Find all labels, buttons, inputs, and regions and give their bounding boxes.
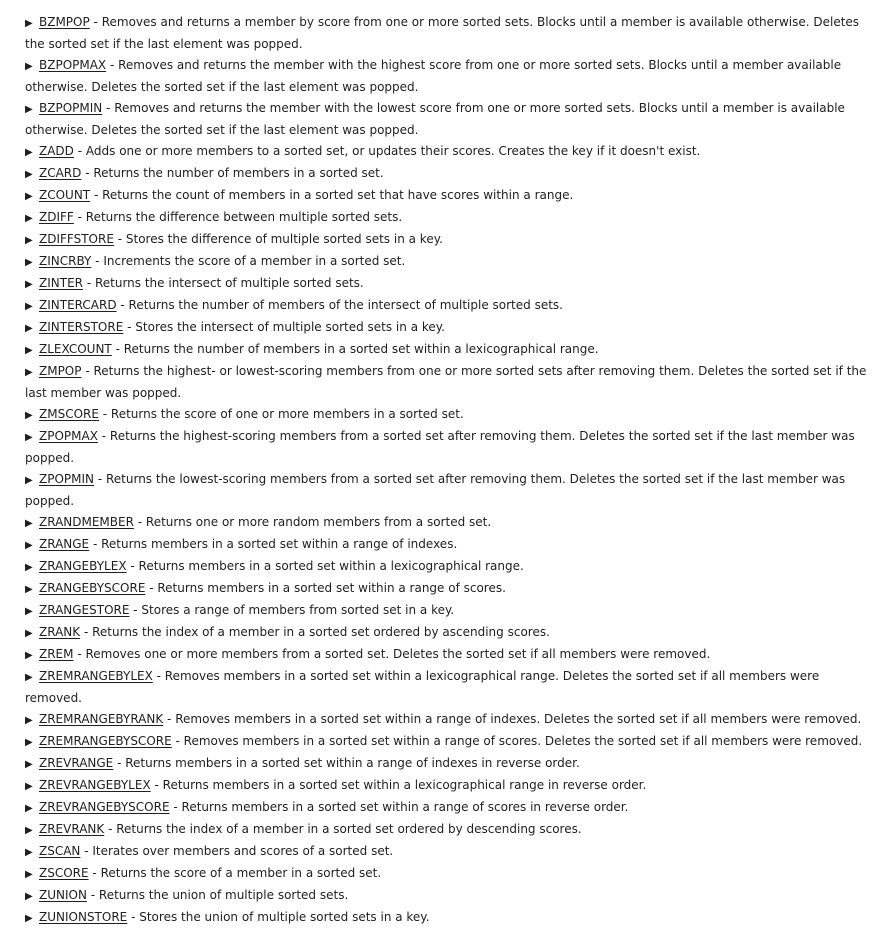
- list-item: [25, 163, 870, 185]
- list-item: [25, 709, 870, 731]
- command-description: Returns the number of members in a sorted set within a lexicographical range.: [123, 342, 599, 356]
- expand-arrow-icon[interactable]: ▶: [25, 606, 33, 617]
- command-description: Removes members in a sorted set within a range of scores. Deletes the sorted set if all members were removed.: [183, 734, 863, 748]
- command-link[interactable]: ZCOUNT: [39, 188, 91, 202]
- separator: -: [81, 166, 94, 180]
- list-item: [25, 775, 870, 797]
- command-link[interactable]: ZADD: [39, 144, 74, 158]
- command-description: Returns the score of one or more members in a sorted set.: [110, 407, 464, 421]
- command-link[interactable]: ZRANGEBYSCORE: [39, 581, 146, 595]
- expand-arrow-icon[interactable]: ▶: [25, 562, 33, 573]
- command-link[interactable]: ZREVRANK: [39, 822, 105, 836]
- command-link[interactable]: BZMPOP: [39, 15, 90, 29]
- command-description: Returns members in a sorted set within a range of scores.: [157, 581, 506, 595]
- list-item: [25, 55, 870, 98]
- separator: -: [113, 756, 126, 770]
- command-link[interactable]: ZSCAN: [39, 844, 81, 858]
- list-item: [25, 12, 870, 55]
- separator: -: [89, 15, 102, 29]
- separator: -: [83, 276, 95, 290]
- command-description: Iterates over members and scores of a sorted set.: [92, 844, 394, 858]
- list-item: [25, 556, 870, 578]
- command-description: Removes and returns a member by score from one or more sorted sets. Blocks until a member is available otherwise. Deletes the sorted set if the last element was popped.: [25, 15, 860, 51]
- list-item: [25, 339, 870, 361]
- expand-arrow-icon[interactable]: ▶: [25, 650, 33, 661]
- command-description: Removes and returns the member with the highest score from one or more sorted sets. Blocks until a member available otherwise. Deletes the sorted set if the last element was popped.: [25, 58, 842, 94]
- list-item: [25, 666, 870, 709]
- command-description: Returns the number of members in a sorted set.: [93, 166, 384, 180]
- expand-arrow-icon[interactable]: ▶: [25, 672, 33, 683]
- expand-arrow-icon[interactable]: ▶: [25, 432, 33, 443]
- list-item: [25, 534, 870, 556]
- list-item: [25, 907, 870, 929]
- separator: -: [86, 888, 99, 902]
- command-description: Returns members in a sorted set within a range of scores in reverse order.: [181, 800, 629, 814]
- list-item: [25, 819, 870, 841]
- expand-arrow-icon[interactable]: ▶: [25, 191, 33, 202]
- command-description: Returns members in a sorted set within a lexicographical range.: [138, 559, 524, 573]
- command-description: Removes members in a sorted set within a range of indexes. Deletes the sorted set if all members were removed.: [175, 712, 862, 726]
- command-list: [25, 12, 870, 929]
- separator: -: [91, 254, 104, 268]
- expand-arrow-icon[interactable]: ▶: [25, 18, 33, 29]
- command-description: Returns the index of a member in a sorted set ordered by descending scores.: [116, 822, 582, 836]
- list-item: [25, 426, 870, 469]
- expand-arrow-icon[interactable]: ▶: [25, 104, 33, 115]
- command-link[interactable]: ZUNION: [39, 888, 87, 902]
- separator: -: [80, 844, 93, 858]
- list-item: [25, 885, 870, 907]
- separator: -: [127, 910, 140, 924]
- list-item: [25, 207, 870, 229]
- expand-arrow-icon[interactable]: ▶: [25, 235, 33, 246]
- command-link[interactable]: ZUNIONSTORE: [39, 910, 128, 924]
- separator: -: [104, 822, 117, 836]
- command-description: Returns members in a sorted set within a lexicographical range in reverse order.: [162, 778, 647, 792]
- expand-arrow-icon[interactable]: ▶: [25, 410, 33, 421]
- list-item: [25, 469, 870, 512]
- command-link[interactable]: ZLEXCOUNT: [39, 342, 112, 356]
- list-item: [25, 361, 870, 404]
- separator: -: [73, 144, 86, 158]
- separator: -: [94, 472, 106, 486]
- expand-arrow-icon[interactable]: ▶: [25, 628, 33, 639]
- list-item: [25, 753, 870, 775]
- expand-arrow-icon[interactable]: ▶: [25, 847, 33, 858]
- command-description: Removes members in a sorted set within a lexicographical range. Deletes the sorted set if all members were removed.: [25, 669, 820, 705]
- command-link[interactable]: ZRANGEBYLEX: [39, 559, 127, 573]
- command-description: Stores a range of members from sorted set in a key.: [141, 603, 455, 617]
- command-link[interactable]: ZDIFFSTORE: [39, 232, 114, 246]
- separator: -: [169, 800, 182, 814]
- separator: -: [80, 625, 93, 639]
- separator: -: [111, 342, 124, 356]
- command-link[interactable]: ZRANDMEMBER: [39, 515, 134, 529]
- expand-arrow-icon[interactable]: ▶: [25, 891, 33, 902]
- command-description: Returns the lowest-scoring members from a sorted set after removing them. Deletes the sorted set if the last member was popped.: [25, 472, 846, 508]
- separator: -: [116, 298, 129, 312]
- command-description: Stores the union of multiple sorted sets in a key.: [139, 910, 430, 924]
- separator: -: [126, 559, 139, 573]
- separator: -: [88, 866, 101, 880]
- command-description: Returns the highest- or lowest-scoring members from one or more sorted sets after removing them. Deletes the sorted set if the last member was popped.: [25, 364, 867, 400]
- list-item: [25, 185, 870, 207]
- expand-arrow-icon[interactable]: ▶: [25, 213, 33, 224]
- expand-arrow-icon[interactable]: ▶: [25, 323, 33, 334]
- command-description: Adds one or more members to a sorted set, or updates their scores. Creates the key if it doesn't exist.: [85, 144, 701, 158]
- command-link[interactable]: ZREVRANGEBYSCORE: [39, 800, 170, 814]
- command-description: Stores the intersect of multiple sorted sets in a key.: [135, 320, 445, 334]
- separator: -: [145, 581, 158, 595]
- list-item: [25, 731, 870, 753]
- expand-arrow-icon[interactable]: ▶: [25, 759, 33, 770]
- expand-arrow-icon[interactable]: ▶: [25, 584, 33, 595]
- list-item: [25, 512, 870, 534]
- command-description: Returns members in a sorted set within a range of indexes in reverse order.: [125, 756, 580, 770]
- list-item: [25, 600, 870, 622]
- list-item: [25, 841, 870, 863]
- list-item: [25, 578, 870, 600]
- command-link[interactable]: ZREMRANGEBYSCORE: [39, 734, 172, 748]
- expand-arrow-icon[interactable]: ▶: [25, 825, 33, 836]
- expand-arrow-icon[interactable]: ▶: [25, 715, 33, 726]
- list-item: [25, 644, 870, 666]
- command-link[interactable]: ZREMRANGEBYLEX: [39, 669, 153, 683]
- expand-arrow-icon[interactable]: ▶: [25, 913, 33, 924]
- expand-arrow-icon[interactable]: ▶: [25, 301, 33, 312]
- separator: -: [113, 232, 126, 246]
- command-description: Removes one or more members from a sorted set. Deletes the sorted set if all members were removed.: [85, 647, 711, 661]
- separator: -: [97, 429, 110, 443]
- command-description: Returns the intersect of multiple sorted sets.: [94, 276, 364, 290]
- command-link[interactable]: ZMPOP: [39, 364, 82, 378]
- list-item: [25, 863, 870, 885]
- separator: -: [102, 101, 115, 115]
- list-item: [25, 622, 870, 644]
- list-item: [25, 404, 870, 426]
- expand-arrow-icon[interactable]: ▶: [25, 257, 33, 268]
- command-description: Stores the difference of multiple sorted sets in a key.: [125, 232, 443, 246]
- separator: -: [81, 364, 94, 378]
- command-link[interactable]: ZRANGE: [39, 537, 90, 551]
- command-link[interactable]: ZINTER: [39, 276, 83, 290]
- list-item: [25, 141, 870, 163]
- command-link[interactable]: ZDIFF: [39, 210, 74, 224]
- expand-arrow-icon[interactable]: ▶: [25, 803, 33, 814]
- command-description: Returns the highest-scoring members from a sorted set after removing them. Deletes the sorted set if the last member was popped.: [25, 429, 855, 465]
- expand-arrow-icon[interactable]: ▶: [25, 518, 33, 529]
- command-link[interactable]: ZRANGESTORE: [39, 603, 130, 617]
- separator: -: [133, 515, 146, 529]
- command-link[interactable]: ZREVRANGE: [39, 756, 114, 770]
- command-description: Returns the difference between multiple sorted sets.: [85, 210, 403, 224]
- expand-arrow-icon[interactable]: ▶: [25, 61, 33, 72]
- separator: -: [73, 647, 86, 661]
- separator: -: [89, 537, 102, 551]
- command-description: Increments the score of a member in a sorted set.: [103, 254, 406, 268]
- expand-arrow-icon[interactable]: ▶: [25, 279, 33, 290]
- separator: -: [123, 320, 136, 334]
- expand-arrow-icon[interactable]: ▶: [25, 540, 33, 551]
- expand-arrow-icon[interactable]: ▶: [25, 475, 33, 486]
- command-description: Returns the score of a member in a sorted set.: [100, 866, 382, 880]
- command-description: Returns the union of multiple sorted sets.: [98, 888, 349, 902]
- list-item: [25, 229, 870, 251]
- expand-arrow-icon[interactable]: ▶: [25, 869, 33, 880]
- separator: -: [129, 603, 142, 617]
- expand-arrow-icon[interactable]: ▶: [25, 345, 33, 356]
- separator: -: [98, 407, 111, 421]
- list-item: [25, 295, 870, 317]
- command-link[interactable]: ZREVRANGEBYLEX: [39, 778, 151, 792]
- expand-arrow-icon[interactable]: ▶: [25, 781, 33, 792]
- separator: -: [171, 734, 184, 748]
- command-description: Removes and returns the member with the lowest score from one or more sorted sets. Blocks until a member is available otherwise. Deletes the sorted set if the last element was popped.: [25, 101, 845, 137]
- command-description: Returns the count of members in a sorted set that have scores within a range.: [102, 188, 574, 202]
- command-link[interactable]: ZCARD: [39, 166, 82, 180]
- expand-arrow-icon[interactable]: ▶: [25, 737, 33, 748]
- command-link[interactable]: ZINTERSTORE: [39, 320, 124, 334]
- command-description: Returns members in a sorted set within a range of indexes.: [101, 537, 458, 551]
- list-item: [25, 273, 870, 295]
- command-description: Returns the index of a member in a sorted set ordered by ascending scores.: [92, 625, 550, 639]
- expand-arrow-icon[interactable]: ▶: [25, 367, 33, 378]
- command-description: Returns the number of members of the intersect of multiple sorted sets.: [128, 298, 563, 312]
- list-item: [25, 98, 870, 141]
- separator: -: [152, 669, 165, 683]
- command-link[interactable]: ZINTERCARD: [39, 298, 117, 312]
- command-link[interactable]: ZRANK: [39, 625, 81, 639]
- expand-arrow-icon[interactable]: ▶: [25, 169, 33, 180]
- command-link[interactable]: ZREM: [39, 647, 74, 661]
- list-item: [25, 797, 870, 819]
- list-item: [25, 317, 870, 339]
- separator: -: [150, 778, 163, 792]
- command-link[interactable]: ZPOPMAX: [39, 429, 98, 443]
- command-link[interactable]: BZPOPMIN: [39, 101, 103, 115]
- command-description: Returns one or more random members from a sorted set.: [145, 515, 492, 529]
- command-link[interactable]: ZREMRANGEBYRANK: [39, 712, 164, 726]
- command-link[interactable]: ZMSCORE: [39, 407, 99, 421]
- expand-arrow-icon[interactable]: ▶: [25, 147, 33, 158]
- command-link[interactable]: ZSCORE: [39, 866, 89, 880]
- separator: -: [73, 210, 86, 224]
- list-item: [25, 251, 870, 273]
- separator: -: [106, 58, 119, 72]
- separator: -: [163, 712, 176, 726]
- command-link[interactable]: BZPOPMAX: [39, 58, 107, 72]
- separator: -: [90, 188, 103, 202]
- command-link[interactable]: ZPOPMIN: [39, 472, 95, 486]
- command-link[interactable]: ZINCRBY: [39, 254, 92, 268]
